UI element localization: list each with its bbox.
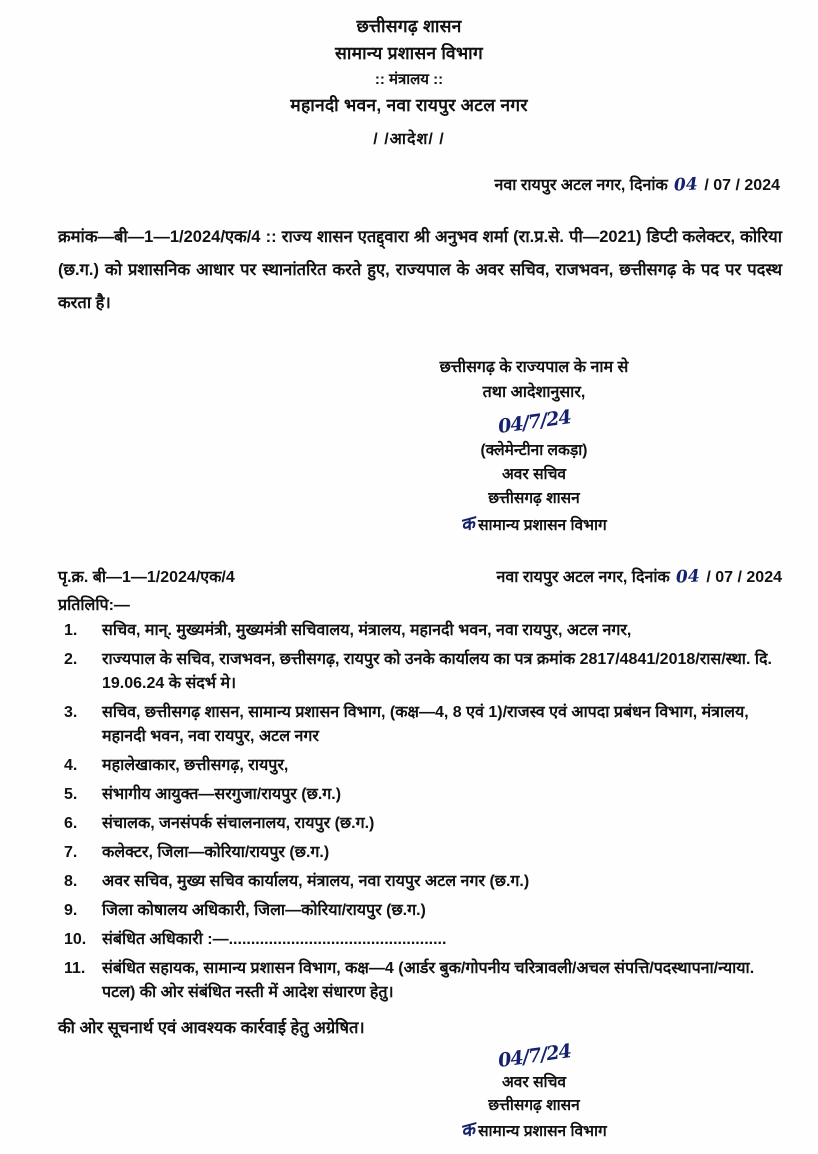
date-year: 2024 [744, 177, 780, 195]
copy-distribution-list [30, 619, 788, 1005]
list-item-text: संचालक, जनसंपर्क संचालनालय, रायपुर (छ.ग.) [102, 815, 375, 833]
endorsement-date-place: नवा रायपुर अटल नगर, दिनांक [496, 569, 670, 587]
list-item-number: 4. [64, 757, 78, 775]
initial-mark-icon: क [458, 512, 478, 537]
list-item-number: 3. [64, 704, 78, 722]
list-item-text: राज्यपाल के सचिव, राजभवन, छत्तीसगढ़, रायपुर को उनके कार्यालय का पत्र क्रमांक 2817/4841/2018/रास/स्था. दि. 19.06.24 के संदर्भ मे। [102, 651, 772, 693]
copy-list-title: प्रतिलिपि:— [58, 597, 130, 615]
list-item [64, 619, 782, 643]
order-body-paragraph: क्रमांक—बी—1—1/2024/एक/4 :: राज्य शासन एतद्द्वारा श्री अनुभव शर्मा (रा.प्र.से. पी—2021) डिप्टी कलेक्टर, कोरिया (छ.ग.) को प्रशासनिक आधार पर स्थानांतरित करते हुए, राज्यपाल के अवर सचिव, राजभवन, छत्तीसगढ़ के पद पर पदस्थ करता है। [58, 228, 782, 313]
signatory-department-row [280, 511, 788, 539]
list-item [64, 841, 782, 865]
list-item [64, 754, 782, 778]
list-item-number: 2. [64, 651, 78, 669]
signature2-designation: अवर सचिव [501, 1073, 567, 1091]
list-item-text: अवर सचिव, मुख्य सचिव कार्यालय, मंत्रालय, नवा रायपुर अटल नगर (छ.ग.) [102, 873, 530, 891]
signature2-department-row [280, 1117, 788, 1144]
header-order-label: / /आदेश/ / [373, 130, 445, 148]
header-line-government: छत्तीसगढ़ शासन [356, 16, 462, 36]
list-item-text: महालेखाकार, छत्तीसगढ़, रायपुर, [102, 757, 289, 775]
date-month: 07 [713, 177, 732, 195]
list-item-number: 9. [64, 902, 78, 920]
list-item-number: 7. [64, 844, 78, 862]
signature2-department: सामान्य प्रशासन विभाग [478, 1123, 607, 1141]
endorsement-date-month: 07 [715, 569, 734, 587]
signatory-name: (क्लेमेन्टीना लकड़ा) [480, 442, 588, 460]
signatory-designation: अवर सचिव [501, 466, 567, 484]
signature-authority-line-1: छत्तीसगढ़ के राज्यपाल के नाम से [439, 359, 629, 377]
endorsement-date-sep-1: / [706, 569, 711, 587]
signature-authority-line-2: तथा आदेशानुसार, [482, 383, 586, 401]
list-item-number: 10. [64, 931, 87, 949]
document-header [30, 14, 788, 151]
endorsement-date-sep-2: / [737, 569, 742, 587]
list-item-text: कलेक्टर, जिला—कोरिया/रायपुर (छ.ग.) [102, 844, 330, 862]
endorsement-date-year: 2024 [746, 569, 782, 587]
list-item-text: संबंधित अधिकारी :—................................................. [102, 931, 447, 949]
list-item [64, 783, 782, 807]
list-item [64, 870, 782, 894]
list-item [64, 957, 782, 1005]
header-line-department: सामान्य प्रशासन विभाग [335, 43, 483, 64]
header-line-ministry: :: मंत्रालय :: [374, 70, 444, 88]
initial-mark-icon: क [458, 1118, 478, 1143]
date-day-handwritten: 04 [673, 174, 699, 196]
list-item-number: 8. [64, 873, 78, 891]
list-item [64, 928, 782, 952]
closing-statement: की ओर सूचनार्थ एवं आवश्यक कार्रवाई हेतु अग्रेषित। [58, 1019, 365, 1038]
date-sep-1: / [704, 177, 709, 195]
signature-handwritten-date: 04/7/24 [496, 405, 572, 438]
signature-block-secondary [30, 1040, 788, 1144]
list-item-text: सचिव, मान्. मुख्यमंत्री, मुख्यमंत्री सचिवालय, मंत्रालय, महानदी भवन, नवा रायपुर, अटल नगर, [102, 622, 632, 640]
endorsement-date-day-handwritten: 04 [675, 566, 701, 588]
header-line-address: महानदी भवन, नवा रायपुर अटल नगर [290, 94, 528, 115]
endorsement-line [30, 565, 788, 587]
list-item-number: 1. [64, 622, 78, 640]
list-item-number: 11. [64, 960, 86, 978]
list-item [64, 899, 782, 923]
endorsement-date [496, 565, 782, 587]
list-item-number: 5. [64, 786, 78, 804]
list-item [64, 701, 782, 749]
list-item [64, 812, 782, 836]
endorsement-reference-number: पृ.क्र. बी—1—1/2024/एक/4 [58, 569, 235, 587]
list-item-number: 6. [64, 815, 78, 833]
date-place: नवा रायपुर अटल नगर, दिनांक [494, 177, 668, 195]
list-item-text: संबंधित सहायक, सामान्य प्रशासन विभाग, कक्ष—4 (आर्डर बुक/गोपनीय चरित्रावली/अचल संपत्ति/पदस्थापना/न्याया. पटल) की ओर संबंधित नस्ती में आदेश संधारण हेतु। [102, 960, 755, 1002]
document-date-line [30, 173, 780, 195]
signature-block-primary [30, 356, 788, 539]
signature2-handwritten-date: 04/7/24 [496, 1040, 572, 1073]
signatory-department: सामान्य प्रशासन विभाग [478, 517, 607, 535]
list-item-text: जिला कोषालय अधिकारी, जिला—कोरिया/रायपुर (छ.ग.) [102, 902, 426, 920]
date-sep-2: / [735, 177, 740, 195]
list-item-text: संभागीय आयुक्त—सरगुजा/रायपुर (छ.ग.) [102, 786, 342, 804]
signature2-government: छत्तीसगढ़ शासन [488, 1096, 580, 1114]
list-item-text: सचिव, छत्तीसगढ़ शासन, सामान्य प्रशासन विभाग, (कक्ष—4, 8 एवं 1)/राजस्व एवं आपदा प्रबंधन विभाग, मंत्रालय, महानदी भवन, नवा रायपुर, अटल नगर [102, 704, 749, 746]
signatory-government: छत्तीसगढ़ शासन [488, 490, 580, 508]
list-item [64, 648, 782, 696]
